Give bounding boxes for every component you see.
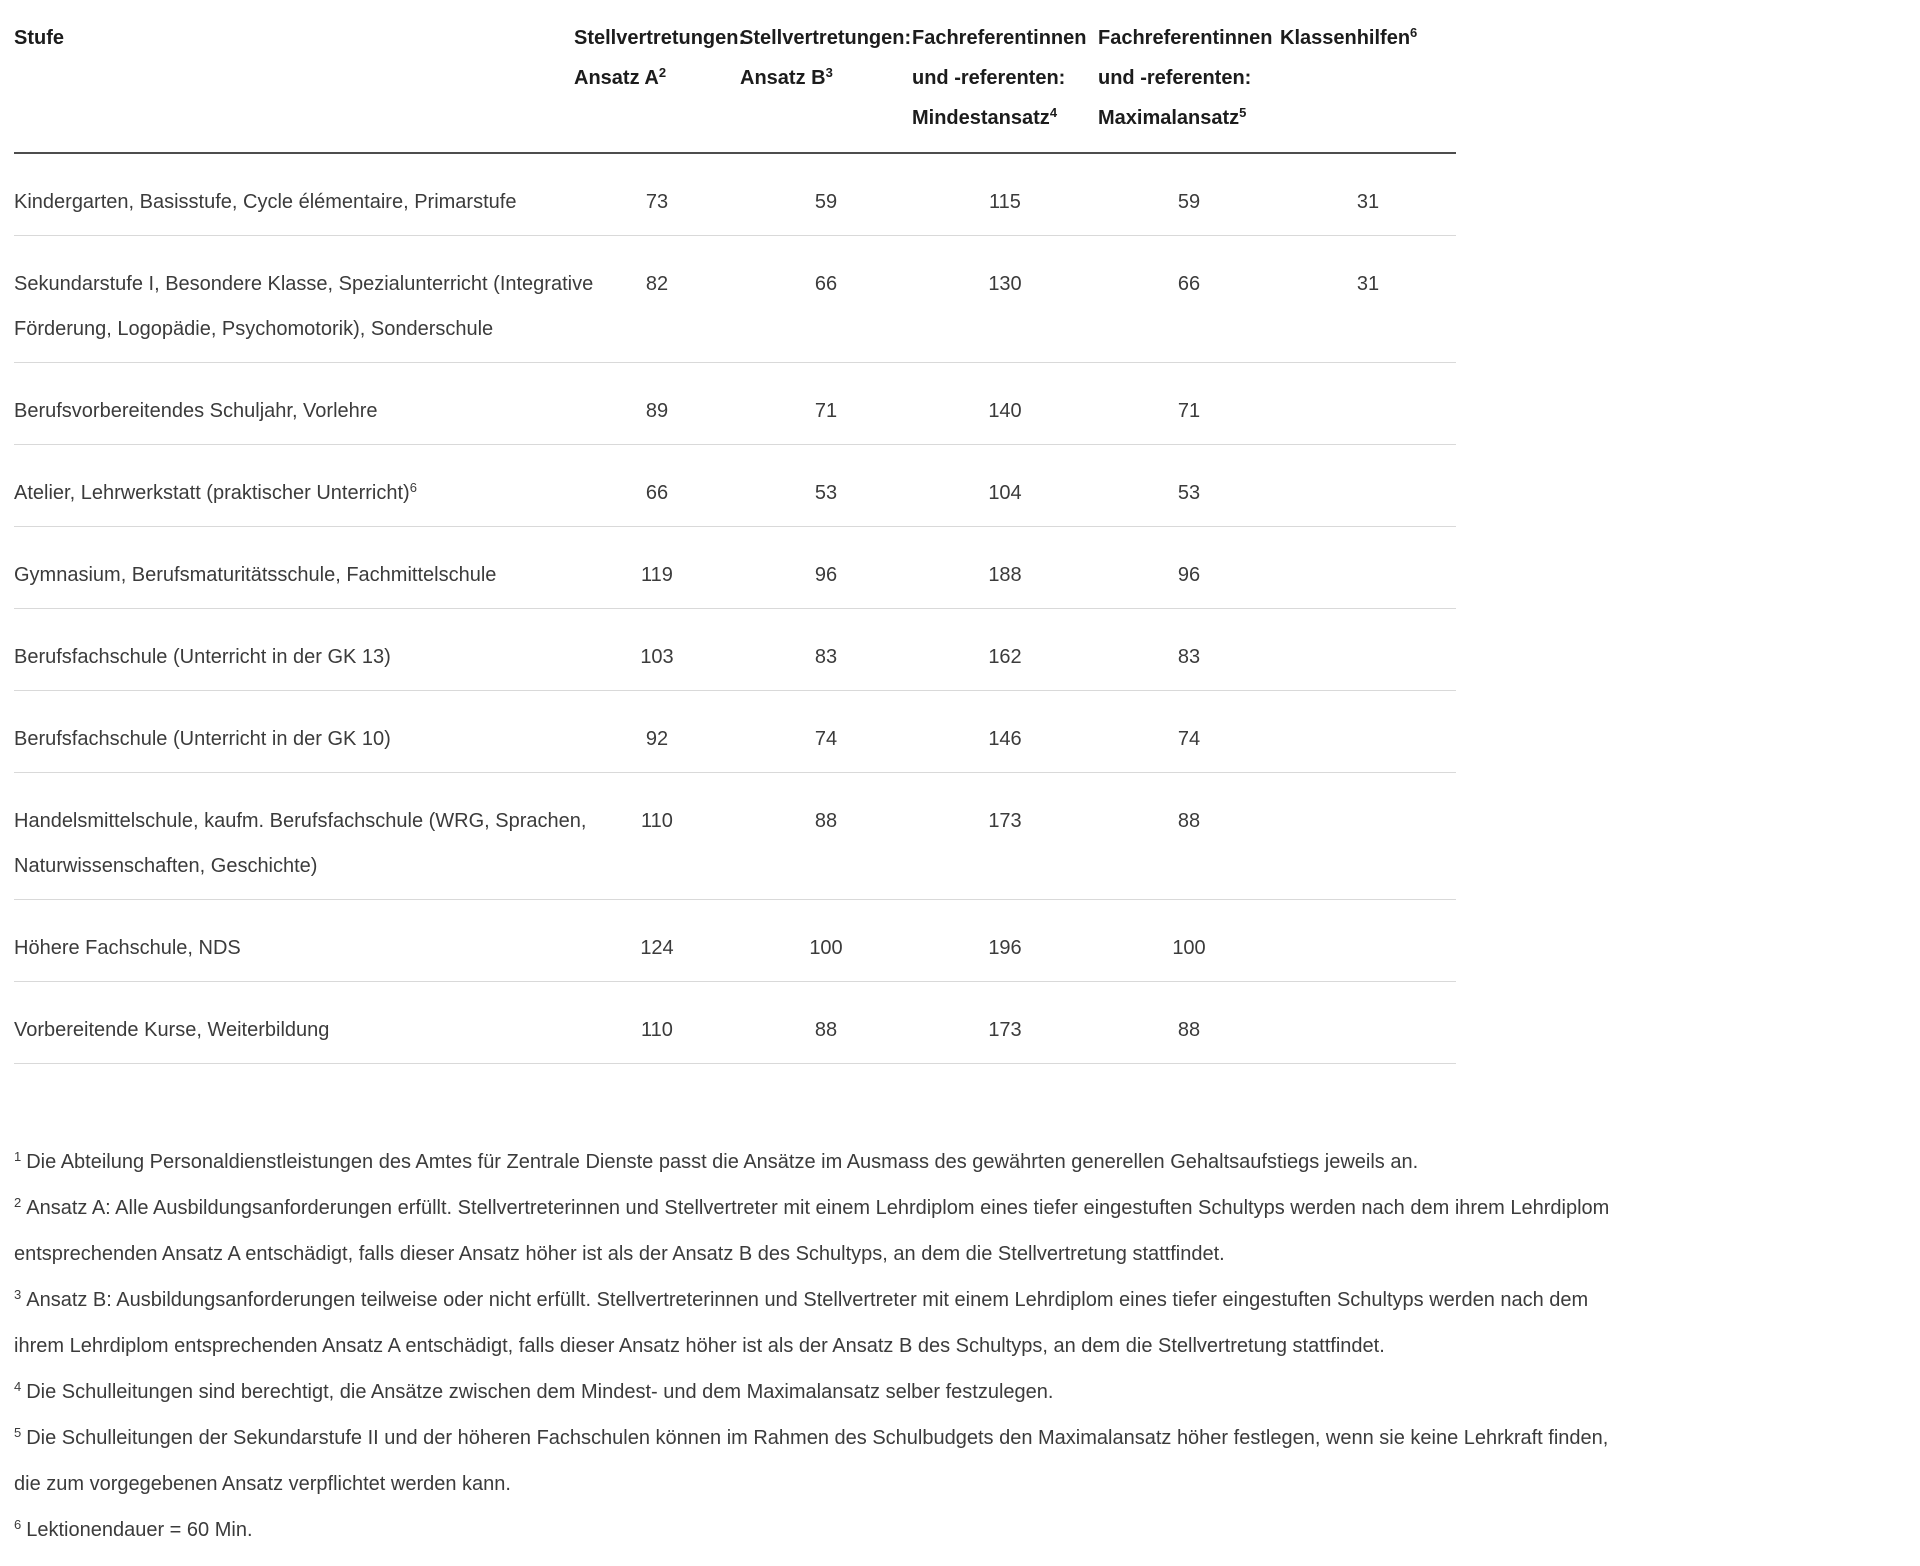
stufe-cell: Berufsvorbereitendes Schuljahr, Vorlehre	[14, 363, 574, 445]
footnote-marker: 1	[14, 1149, 22, 1164]
footnote-marker: 2	[14, 1195, 22, 1210]
value-cell	[1280, 900, 1456, 982]
value-cell: 110	[574, 773, 740, 900]
value-cell: 53	[740, 445, 912, 527]
table-row	[14, 609, 1456, 691]
value-cell: 92	[574, 691, 740, 773]
value-cell: 66	[1098, 236, 1280, 363]
value-cell: 88	[1098, 773, 1280, 900]
value-cell: 100	[740, 900, 912, 982]
value-cell: 89	[574, 363, 740, 445]
value-cell: 66	[574, 445, 740, 527]
value-cell	[1280, 527, 1456, 609]
header-label: Stellvertretungen:	[574, 27, 746, 49]
column-header-maximalansatz	[1098, 12, 1280, 153]
table-row	[14, 982, 1456, 1064]
header-label: Mindestansatz	[912, 107, 1050, 129]
value-cell: 103	[574, 609, 740, 691]
table-row	[14, 445, 1456, 527]
value-cell	[1280, 445, 1456, 527]
table-row	[14, 527, 1456, 609]
column-header-stufe	[14, 12, 574, 153]
value-cell: 74	[740, 691, 912, 773]
value-cell: 100	[1098, 900, 1280, 982]
value-cell: 59	[1098, 153, 1280, 236]
value-cell	[1280, 363, 1456, 445]
table-row	[14, 236, 1456, 363]
stufe-cell: Berufsfachschule (Unterricht in der GK 10)	[14, 691, 574, 773]
footnote-text: Ansatz A: Alle Ausbildungsanforderungen erfüllt. Stellvertreterinnen und Stellvertreter mit einem Lehrdiplom eines tiefer eingestuften Schultyps werden nach dem ihrem Lehrdiplom	[26, 1197, 1610, 1219]
footnote-6	[14, 1507, 1906, 1553]
footnote-text: entsprechenden Ansatz A entschädigt, falls dieser Ansatz höher ist als der Ansatz B des Schultyps, an dem die Stellvertretung stattfindet.	[14, 1243, 1225, 1265]
page	[0, 12, 1920, 1566]
value-cell: 96	[1098, 527, 1280, 609]
value-cell: 74	[1098, 691, 1280, 773]
value-cell: 31	[1280, 236, 1456, 363]
header-label: Ansatz A	[574, 67, 659, 89]
footnote-marker: 6	[14, 1517, 22, 1532]
footnote-3	[14, 1277, 1906, 1369]
stufe-cell: Vorbereitende Kurse, Weiterbildung	[14, 982, 574, 1064]
table-row	[14, 900, 1456, 982]
value-cell	[1280, 773, 1456, 900]
footnote-1	[14, 1139, 1906, 1185]
footnote-text: die zum vorgegebenen Ansatz verpflichtet werden kann.	[14, 1473, 511, 1495]
footnote-4	[14, 1369, 1906, 1415]
footnote-marker: 3	[14, 1287, 22, 1302]
value-cell: 140	[912, 363, 1098, 445]
value-cell: 130	[912, 236, 1098, 363]
stufe-cell: Höhere Fachschule, NDS	[14, 900, 574, 982]
footnotes	[14, 1139, 1906, 1553]
value-cell: 71	[1098, 363, 1280, 445]
footnote-5	[14, 1415, 1906, 1507]
value-cell: 88	[740, 773, 912, 900]
rates-table	[14, 12, 1456, 1064]
footnote-ref: 2	[658, 65, 667, 80]
value-cell: 31	[1280, 153, 1456, 236]
footnote-ref: 4	[1049, 105, 1058, 120]
value-cell: 173	[912, 982, 1098, 1064]
footnote-ref: 6	[1410, 25, 1418, 40]
value-cell: 188	[912, 527, 1098, 609]
header-label: und -referenten:	[1098, 67, 1252, 89]
footnote-ref: 6	[409, 480, 417, 495]
value-cell: 96	[740, 527, 912, 609]
value-cell: 115	[912, 153, 1098, 236]
header-label: Stufe	[14, 27, 64, 49]
value-cell	[1280, 609, 1456, 691]
header-row	[14, 12, 1456, 153]
table-row	[14, 153, 1456, 236]
column-header-ansatz-b	[740, 12, 912, 153]
value-cell: 71	[740, 363, 912, 445]
value-cell: 88	[740, 982, 912, 1064]
footnote-text: Die Schulleitungen der Sekundarstufe II und der höheren Fachschulen können im Rahmen des Schulbudgets den Maximalansatz höher festlegen, wenn sie keine Lehrkraft finden,	[26, 1427, 1609, 1449]
column-header-klassenhilfen	[1280, 12, 1456, 153]
footnote-text: Lektionendauer = 60 Min.	[26, 1519, 253, 1541]
value-cell: 119	[574, 527, 740, 609]
footnote-ref: 3	[825, 65, 833, 80]
header-label: Klassenhilfen	[1280, 27, 1411, 49]
value-cell: 53	[1098, 445, 1280, 527]
value-cell: 83	[740, 609, 912, 691]
value-cell: 59	[740, 153, 912, 236]
value-cell: 66	[740, 236, 912, 363]
header-label: Fachreferentinnen	[1098, 27, 1273, 49]
stufe-cell: Kindergarten, Basisstufe, Cycle élémentaire, Primarstufe	[14, 153, 574, 236]
value-cell: 162	[912, 609, 1098, 691]
column-header-ansatz-a	[574, 12, 746, 153]
value-cell: 73	[574, 153, 740, 236]
footnote-text: Die Abteilung Personaldienstleistungen des Amtes für Zentrale Dienste passt die Ansätze im Ausmass des gewährten generellen Gehaltsaufstiegs jeweils an.	[26, 1151, 1419, 1173]
stufe-cell: Berufsfachschule (Unterricht in der GK 13)	[14, 609, 574, 691]
stufe-cell: Atelier, Lehrwerkstatt (praktischer Unterricht)$^6$	[14, 445, 574, 527]
value-cell	[1280, 691, 1456, 773]
header-label: Maximalansatz	[1098, 107, 1240, 129]
footnote-text: ihrem Lehrdiplom entsprechenden Ansatz A entschädigt, falls dieser Ansatz höher ist als der Ansatz B des Schultyps, an dem die Stellvertretung stattfindet.	[14, 1335, 1385, 1357]
stufe-cell: Handelsmittelschule, kaufm. Berufsfachschule (WRG, Sprachen, Naturwissenschaften, Geschichte)	[14, 773, 574, 900]
footnote-ref: 5	[1239, 105, 1247, 120]
footnote-marker: 4	[14, 1379, 22, 1394]
table-row	[14, 363, 1456, 445]
header-label: Fachreferentinnen	[912, 27, 1087, 49]
header-label: Ansatz B	[740, 67, 826, 89]
footnote-2	[14, 1185, 1906, 1277]
value-cell	[1280, 982, 1456, 1064]
table-row	[14, 691, 1456, 773]
value-cell: 83	[1098, 609, 1280, 691]
footnote-marker: 5	[14, 1425, 22, 1440]
column-header-mindestansatz	[912, 12, 1098, 153]
value-cell: 104	[912, 445, 1098, 527]
value-cell: 124	[574, 900, 740, 982]
table-row	[14, 773, 1456, 900]
header-label: Stellvertretungen:	[740, 27, 912, 49]
value-cell: 146	[912, 691, 1098, 773]
header-label: und -referenten:	[912, 67, 1066, 89]
value-cell: 110	[574, 982, 740, 1064]
footnote-text: Die Schulleitungen sind berechtigt, die Ansätze zwischen dem Mindest- und dem Maximalansatz selber festzulegen.	[26, 1381, 1054, 1403]
value-cell: 82	[574, 236, 740, 363]
value-cell: 173	[912, 773, 1098, 900]
stufe-cell: Gymnasium, Berufsmaturitätsschule, Fachmittelschule	[14, 527, 574, 609]
value-cell: 88	[1098, 982, 1280, 1064]
footnote-text: Ansatz B: Ausbildungsanforderungen teilweise oder nicht erfüllt. Stellvertreterinnen und Stellvertreter mit einem Lehrdiplom eines tiefer eingestuften Schultyps werden nach dem	[26, 1289, 1589, 1311]
stufe-cell: Sekundarstufe I, Besondere Klasse, Spezialunterricht (Integrative Förderung, Logopädie, Psychomotorik), Sonderschule	[14, 236, 574, 363]
value-cell: 196	[912, 900, 1098, 982]
